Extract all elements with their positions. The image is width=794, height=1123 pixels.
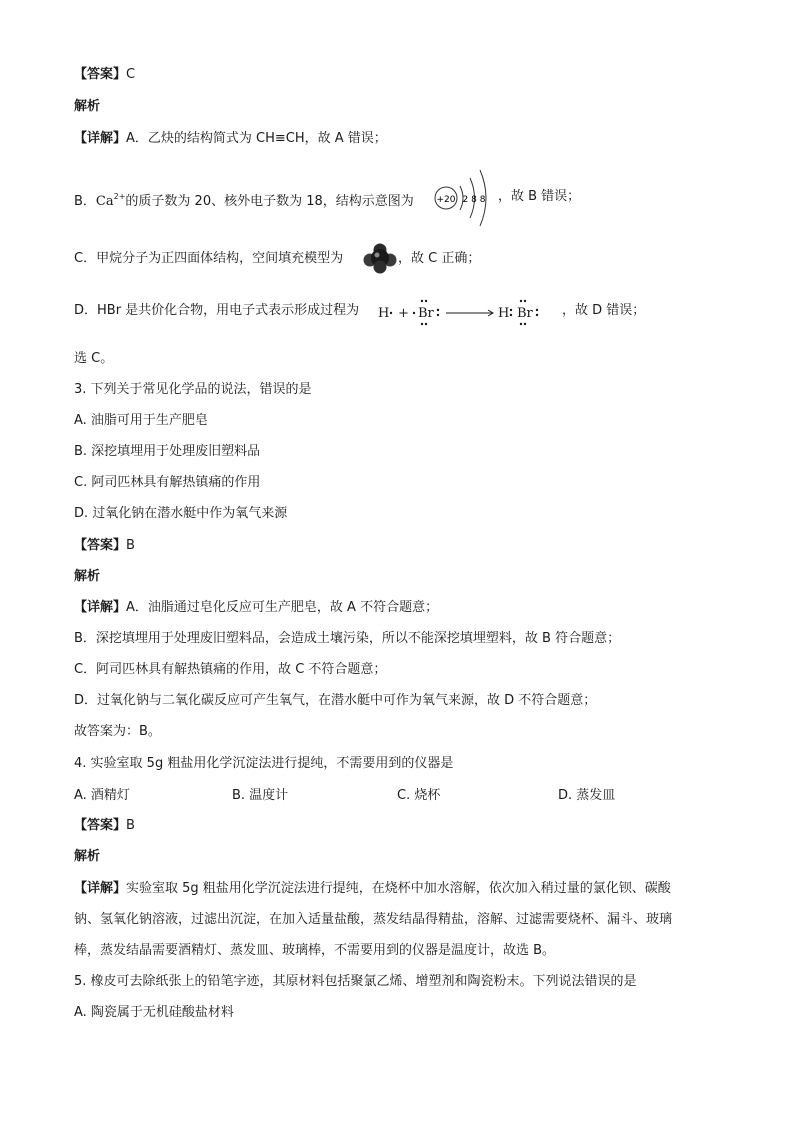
q3-option-a: A. 油脂可用于生产肥皂 [74,413,208,428]
ca-ion-structure-diagram [430,164,498,232]
b-text: 的质子数为 20、核外电子数为 18，结构示意图为 [125,194,414,209]
answer-value: B [126,538,135,553]
eq-h: H [378,306,390,321]
detail-text: 实验室取 5g 粗盐用化学沉淀法进行提纯，在烧杯中加水溶解，依次加入稍过量的氯化钡、碳酸 [126,881,671,896]
q5-stem: 5. 橡皮可去除纸张上的铅笔字迹，其原材料包括聚氯乙烯、增塑剂和陶瓷粉末。下列说法错误的是 [74,974,637,989]
q2-analysis-heading: 解析 [74,99,101,114]
b-ion: Ca [95,194,114,209]
q5-option-a: A. 陶瓷属于无机硅酸盐材料 [74,1005,234,1020]
q4-answer-line [74,817,135,835]
methane-space-filling-model [362,242,398,274]
hbr-electron-formula [376,294,556,330]
answer-label: 【答案】 [74,818,127,833]
c-suffix: ，故 C 正确； [398,251,481,266]
q4-option-a: A. 酒精灯 [74,788,130,803]
q2-detail-b [74,188,414,211]
detail-a-text: A．油脂通过皂化反应可生产肥皂，故 A 不符合题意； [126,600,439,615]
q3-stem: 3. 下列关于常见化学品的说法，错误的是 [74,382,312,397]
q4-option-d: D. 蒸发皿 [558,788,616,803]
q4-detail-line-3: 棒，蒸发结晶需要酒精灯、蒸发皿、玻璃棒，不需要用到的仪器是温度计，故选 B。 [74,943,556,958]
dot [413,312,415,314]
q3-answer-line [74,537,135,555]
b-ion-charge: 2+ [113,192,126,201]
highlight [375,253,380,258]
dot [390,312,392,314]
q3-analysis-heading: 解析 [74,569,101,584]
q3-detail-a [74,599,438,617]
q3-option-c: C. 阿司匹林具有解热镇痛的作用 [74,475,261,490]
q2-detail-c: C．甲烷分子为正四面体结构，空间填充模型为 [74,251,344,266]
q2-detail-a [74,130,387,148]
q3-option-b: B. 深挖填埋用于处理废旧塑料品 [74,444,261,459]
eq-br: Br [418,306,434,321]
detail-a-text: A．乙炔的结构简式为 CH≡CH，故 A 错误； [126,131,387,146]
q3-detail-c: C．阿司匹林具有解热镇痛的作用，故 C 不符合题意； [74,662,387,677]
q2-detail-d: D．HBr 是共价化合物，用电子式表示形成过程为 [74,303,360,318]
detail-label: 【详解】 [74,881,127,896]
answer-value: C [126,67,136,82]
q4-stem: 4. 实验室取 5g 粗盐用化学沉淀法进行提纯，不需要用到的仪器是 [74,756,454,771]
answer-label: 【答案】 [74,538,127,553]
nucleus-charge: +20 [436,195,456,205]
q2-conclusion: 选 C。 [74,351,114,366]
q3-conclusion: 故答案为：B。 [74,724,161,739]
q3-detail-d: D．过氧化钠与二氧化碳反应可产生氧气，在潜水艇中可作为氧气来源，故 D 不符合题意； [74,693,597,708]
q2-answer-line [74,66,135,84]
answer-value: B [126,818,135,833]
q3-detail-b: B．深挖填埋用于处理废旧塑料品，会造成土壤污染，所以不能深挖填埋塑料，故 B 符合题意； [74,631,621,646]
q3-option-d: D. 过氧化钠在潜水艇中作为氧气来源 [74,506,288,521]
q4-analysis-heading: 解析 [74,849,101,864]
q4-option-c: C. 烧杯 [397,788,441,803]
d-suffix: ，故 D 错误； [562,303,646,318]
q4-option-b: B. 温度计 [232,788,289,803]
b-suffix: ，故 B 错误； [498,189,581,204]
q4-detail-line-2: 钠、氢氧化钠溶液，过滤出沉淀，在加入适量盐酸，蒸发结晶得精盐，溶解、过滤需要烧杯、漏斗、玻璃 [74,912,673,927]
b-prefix: B． [74,194,96,209]
detail-label: 【详解】 [74,131,127,146]
detail-label: 【详解】 [74,600,127,615]
answer-label: 【答案】 [74,67,127,82]
h-atom-bottom [374,261,387,274]
q4-detail-line-1 [74,880,671,898]
eq-plus: + [398,306,409,321]
electron-shell-counts: 2 8 8 [462,195,486,205]
eq-product-h: H [498,306,510,321]
eq-product-br: Br [517,306,533,321]
